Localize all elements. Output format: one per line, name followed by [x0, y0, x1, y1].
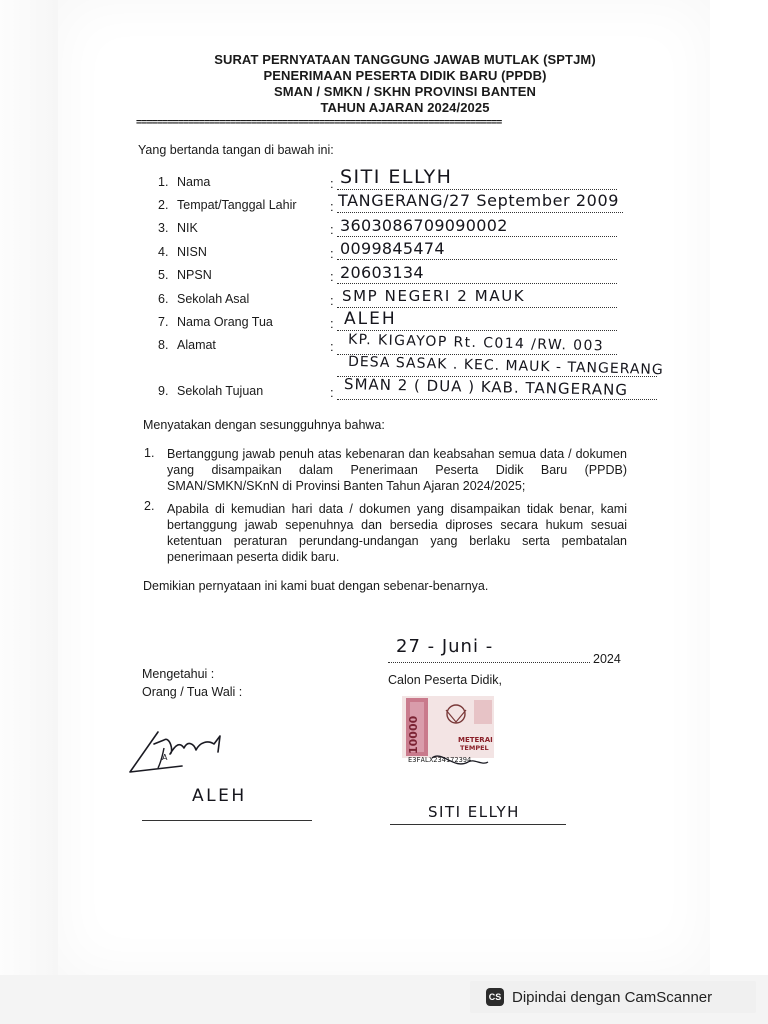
field-number: 9.: [158, 384, 169, 398]
field-value-alamat-line-1: KP. KIGAYOP Rt. C014 /RW. 003: [347, 331, 605, 355]
svg-text:10000: 10000: [407, 715, 420, 754]
field-value-alamat-line-2: DESA SASAK . KEC. MAUK - TANGERANG: [347, 353, 664, 379]
guardian-signature-line: [142, 820, 312, 821]
field-colon: :: [330, 176, 334, 191]
field-number: 4.: [158, 245, 169, 259]
field-number: 3.: [158, 221, 169, 235]
meterai-label: METERAI: [458, 736, 493, 744]
acknowledged-label: Mengetahui :: [142, 667, 215, 681]
meterai-serial: E3FALX234172394: [408, 756, 472, 764]
field-number: 1.: [158, 175, 169, 189]
meterai-stamp: [402, 696, 494, 772]
field-number: 5.: [158, 268, 169, 282]
field-label-ttl: Tempat/Tanggal Lahir: [177, 198, 297, 212]
field-number: 8.: [158, 338, 169, 352]
background-edge: [0, 0, 58, 1024]
title-line-2: PENERIMAAN PESERTA DIDIK BARU (PPDB): [263, 68, 547, 83]
field-dotted-line: [337, 399, 657, 400]
field-colon: :: [330, 246, 334, 261]
field-colon: :: [330, 339, 334, 354]
field-label-nisn: NISN: [177, 245, 207, 259]
header-divider: ======================================================================: [136, 117, 502, 128]
guardian-signature: [124, 722, 234, 782]
intro-text: Yang bertanda tangan di bawah ini:: [138, 143, 334, 157]
guardian-name-handwritten: ALEH: [192, 786, 247, 806]
field-colon: :: [330, 199, 334, 214]
field-label-nik: NIK: [177, 221, 198, 235]
field-value-sekolah-tujuan: SMAN 2 ( DUA ) KAB. TANGERANG: [343, 375, 629, 399]
field-dotted-line: [337, 189, 617, 190]
field-colon: :: [330, 316, 334, 331]
field-label-sekolah-tujuan: Sekolah Tujuan: [177, 384, 264, 398]
field-number: 6.: [158, 292, 169, 306]
camscanner-watermark: [470, 981, 756, 1013]
field-number: 2.: [158, 198, 169, 212]
field-label-alamat: Alamat: [177, 338, 216, 352]
point-line: SMAN/SMKN/SKnN di Provinsi Banten Tahun Ajaran 2024/2025;: [167, 479, 526, 493]
field-colon: :: [330, 269, 334, 284]
field-value-npsn: 20603134: [340, 263, 424, 282]
point-line: penerimaan peserta didik baru.: [167, 550, 340, 564]
svg-text:A: A: [162, 753, 168, 762]
meterai-sub-label: TEMPEL: [460, 744, 489, 752]
field-colon: :: [330, 293, 334, 308]
field-number: 7.: [158, 315, 169, 329]
point-2-text: [167, 501, 627, 565]
field-dotted-line: [337, 283, 617, 284]
field-value-nisn: 0099845474: [340, 239, 445, 258]
title-line-3: SMAN / SMKN / SKHN PROVINSI BANTEN: [274, 84, 536, 99]
field-value-ttl: TANGERANG/27 September 2009: [338, 191, 620, 210]
point-line: ketentuan peraturan perundang-undangan yang berlaku serta pembatalan: [167, 534, 627, 548]
statement-intro: Menyatakan dengan sesungguhnya bahwa:: [143, 418, 385, 432]
camscanner-logo-icon: CS: [486, 988, 504, 1006]
camscanner-text: Dipindai dengan CamScanner: [512, 988, 713, 1006]
date-dotted-line: [388, 662, 590, 663]
field-dotted-line: [337, 212, 623, 213]
point-number: 2.: [144, 499, 155, 513]
point-line: yang disampaikan dalam Penerimaan Peserta Didik Baru (PPDB): [167, 463, 627, 477]
point-line: Bertanggung jawab penuh atas kebenaran dan keabsahan semua data / dokumen: [167, 447, 627, 461]
field-value-orang-tua: ALEH: [344, 309, 397, 329]
candidate-name-handwritten: SITI ELLYH: [428, 803, 520, 821]
title-line-4: TAHUN AJARAN 2024/2025: [320, 100, 490, 115]
field-label-nama: Nama: [177, 175, 211, 189]
point-line: bertanggung jawab sepenuhnya dan bersedia diproses secara hukum sesuai: [167, 518, 627, 532]
field-value-sekolah-asal: SMP NEGERI 2 MAUK: [342, 287, 526, 305]
candidate-label: Calon Peserta Didik,: [388, 673, 502, 687]
field-value-nik: 3603086709090002: [340, 216, 508, 235]
field-colon: :: [330, 385, 334, 400]
candidate-signature-line: [390, 824, 566, 825]
field-label-npsn: NPSN: [177, 268, 212, 282]
field-label-orang-tua: Nama Orang Tua: [177, 315, 273, 329]
field-colon: :: [330, 222, 334, 237]
field-dotted-line: [337, 236, 617, 237]
field-dotted-line: [337, 259, 617, 260]
field-dotted-line: [337, 330, 617, 331]
point-1-text: [167, 446, 627, 494]
guardian-label: Orang / Tua Wali :: [142, 685, 243, 699]
field-value-nama: SITI ELLYH: [340, 166, 453, 188]
closing-statement: Demikian pernyataan ini kami buat dengan sebenar-benarnya.: [143, 579, 489, 593]
field-dotted-line: [337, 307, 617, 308]
title-line-1: SURAT PERNYATAAN TANGGUNG JAWAB MUTLAK (SPTJM): [214, 52, 596, 67]
field-label-sekolah-asal: Sekolah Asal: [177, 292, 250, 306]
meterai-stamp-graphic: [402, 696, 494, 772]
point-line: Apabila di kemudian hari data / dokumen yang disampaikan tidak benar, kami: [167, 502, 627, 516]
date-year: 2024: [593, 652, 621, 666]
point-number: 1.: [144, 446, 155, 460]
date-handwritten: 27 - Juni -: [396, 636, 494, 657]
